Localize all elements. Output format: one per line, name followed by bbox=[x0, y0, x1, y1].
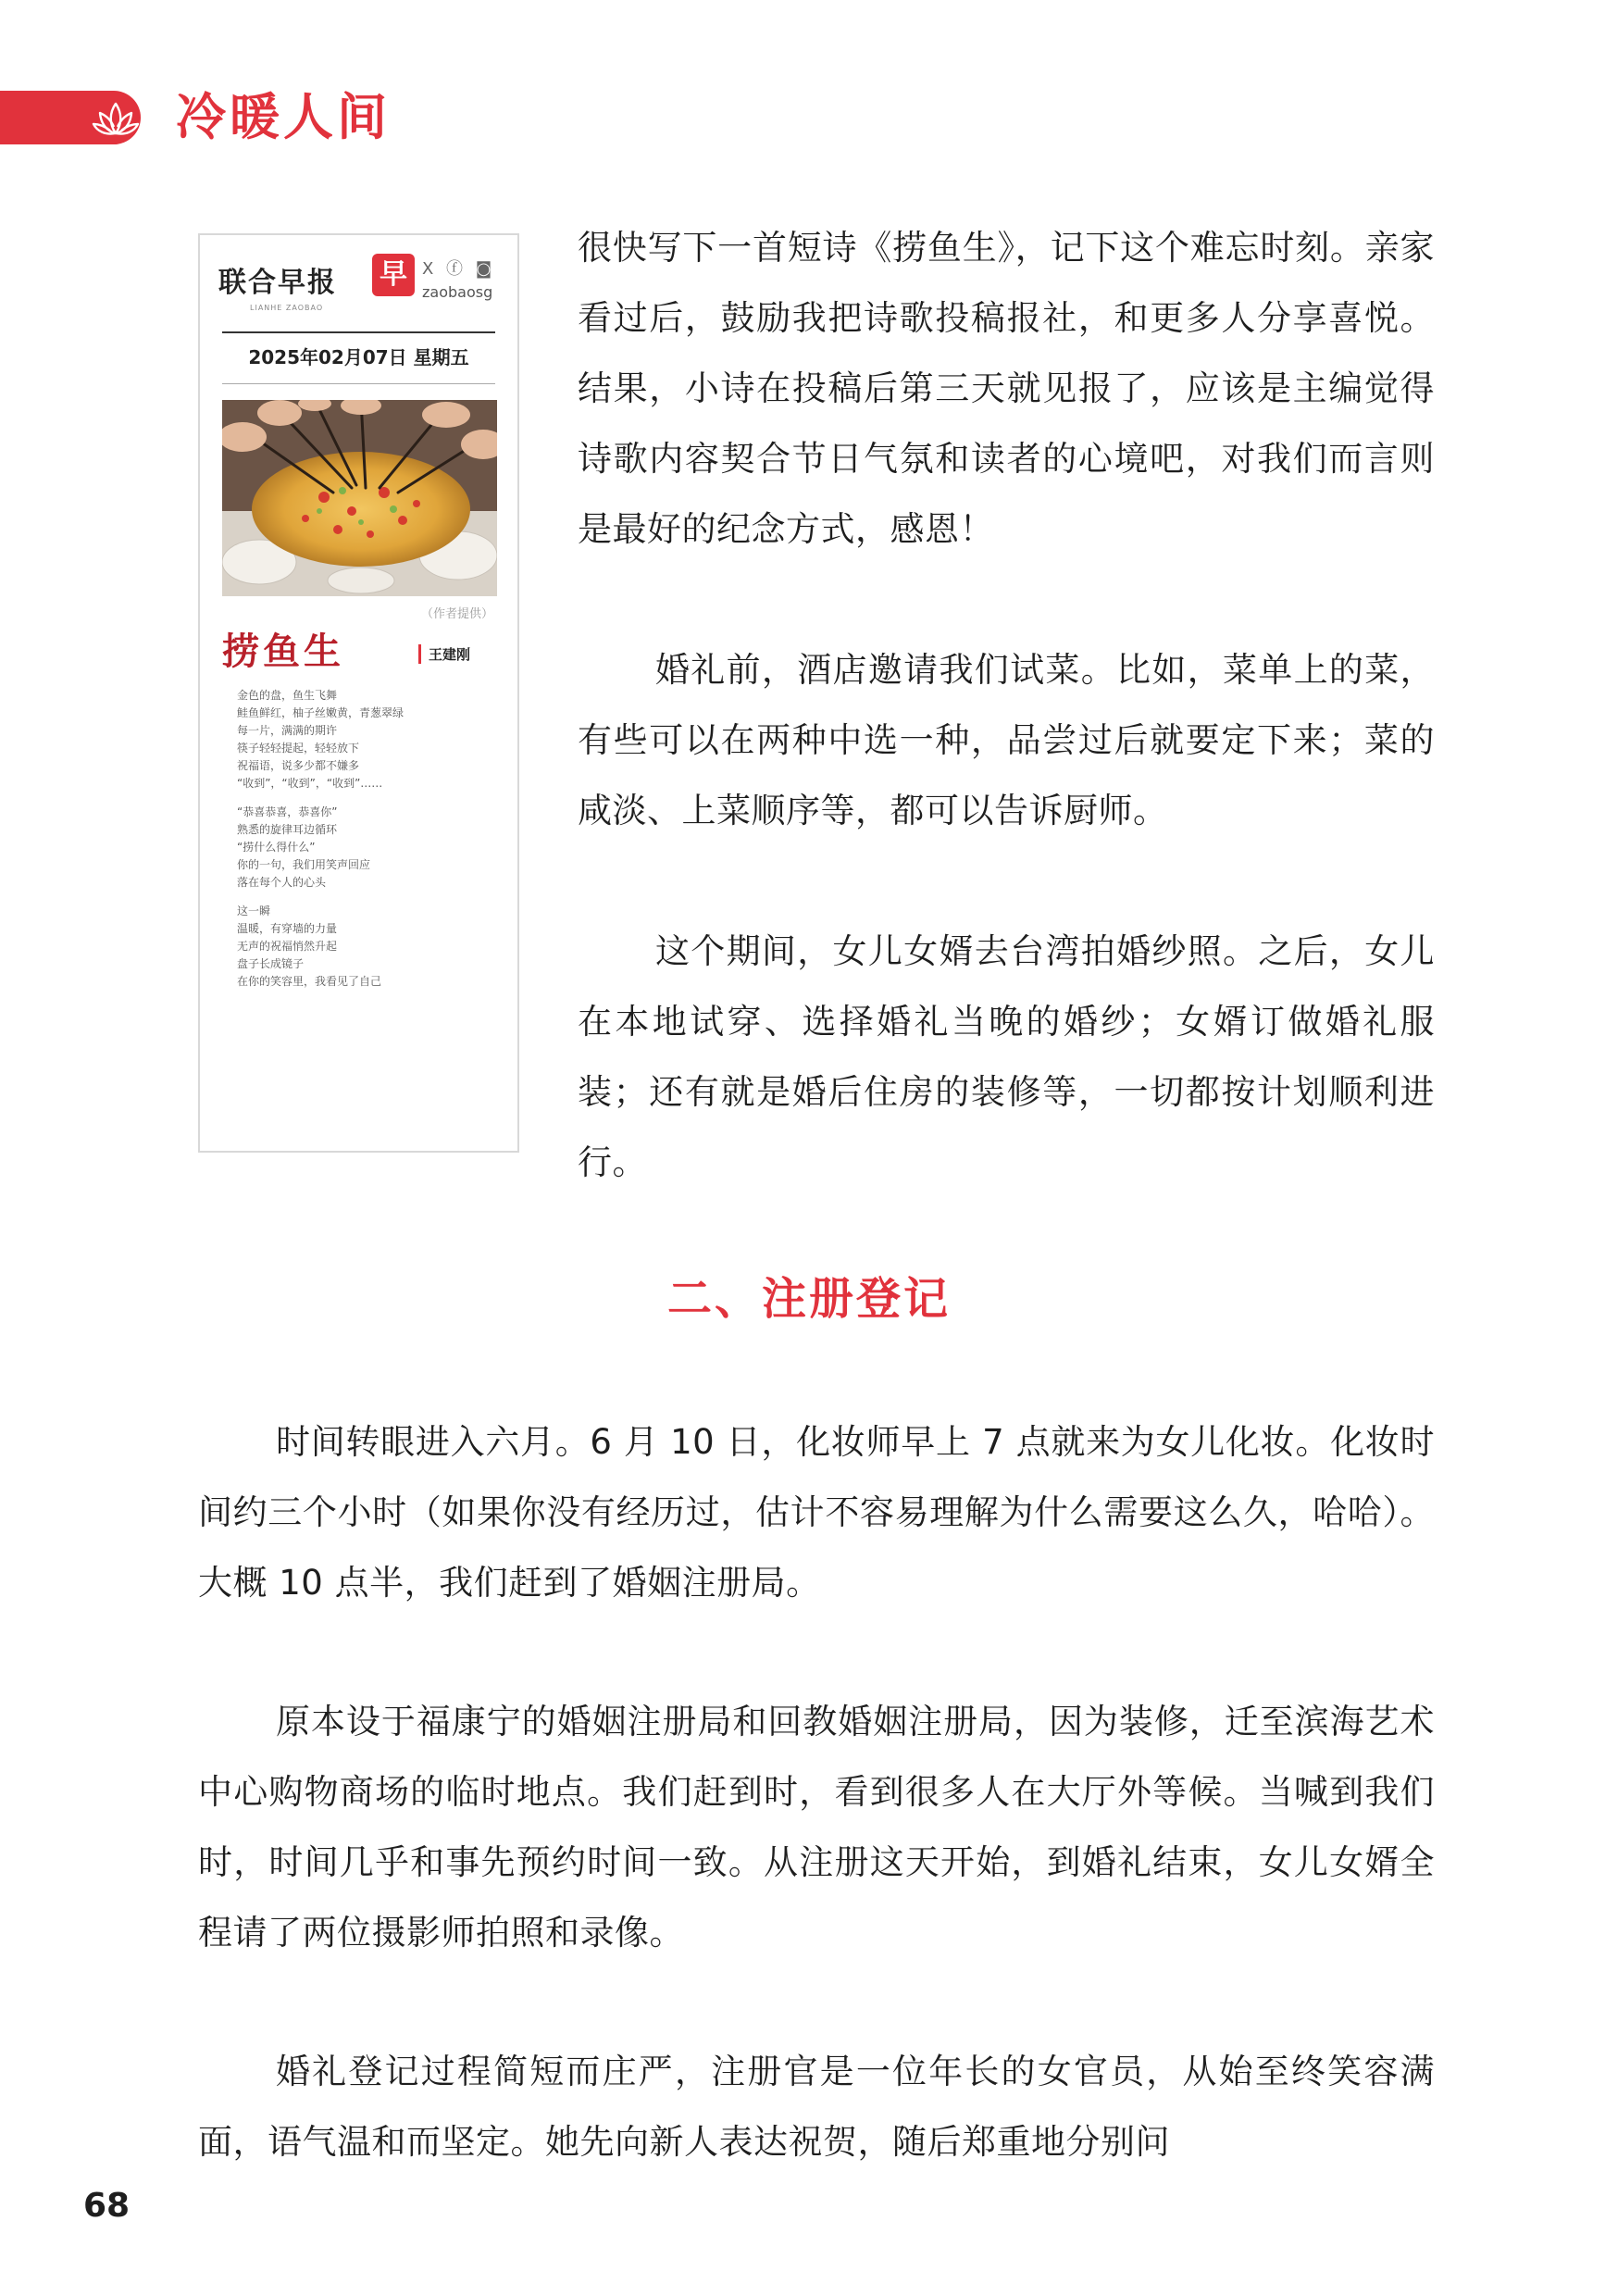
poem-line: “收到”，“收到”，“收到”…… bbox=[237, 777, 383, 790]
poem-stanza-break bbox=[237, 792, 404, 804]
body-paragraph: 时间转眼进入六月。6 月 10 日，化妆师早上 7 点就来为女儿化妆。化妆时间约三个小时（如果你没有经历过，估计不容易理解为什么需要这么久，哈哈）。大概 10 点半，我们赶到了婚姻注册局。 bbox=[198, 1422, 1435, 1603]
poem-line: 盘子长成镜子 bbox=[237, 957, 305, 970]
newspaper-date: 2025年02月07日 星期五 bbox=[248, 346, 469, 368]
poem-line: “捞什么得什么” bbox=[237, 841, 316, 854]
header-title: 冷暖人间 bbox=[176, 88, 391, 146]
newspaper-handle: zaobaosg bbox=[422, 283, 493, 301]
lotus-icon bbox=[91, 96, 141, 141]
poem-stanza-break bbox=[237, 892, 404, 903]
poem-line: 筷子轻轻提起，轻轻放下 bbox=[237, 742, 360, 755]
newspaper-subtitle: LIANHE ZAOBAO bbox=[250, 304, 324, 312]
poem-line: “恭喜恭喜，恭喜你” bbox=[237, 805, 338, 818]
poem-line: 熟悉的旋律耳边循环 bbox=[237, 823, 338, 836]
poem-author: 王建刚 bbox=[418, 644, 470, 664]
section-heading: 二、注册登记 bbox=[666, 1273, 951, 1325]
body-paragraph: 原本设于福康宁的婚姻注册局和回教婚姻注册局，因为装修，迁至滨海艺术中心购物商场的临时地点。我们赶到时，看到很多人在大厅外等候。当喊到我们时，时间几乎和事先预约时间一致。从注册这天开始，到婚礼结束，女儿女婿全程请了两位摄影师拍照和录像。 bbox=[198, 1702, 1435, 1953]
poem-line: 这一瞬 bbox=[237, 905, 271, 917]
newspaper-masthead: 联合早报 bbox=[218, 267, 337, 299]
poem-line: 无声的祝福悄然升起 bbox=[237, 940, 338, 953]
poem-line: 鲑鱼鲜红，柚子丝嫩黄，青葱翠绿 bbox=[237, 706, 404, 719]
poem-body bbox=[237, 687, 404, 991]
photo-credit: （作者提供） bbox=[420, 607, 493, 621]
poem-line: 温暖，有穿墙的力量 bbox=[237, 922, 338, 935]
poem-line: 每一片，满满的期许 bbox=[237, 724, 338, 737]
poem-line: 你的一句，我们用笑声回应 bbox=[237, 858, 371, 871]
body-paragraph: 婚礼前，酒店邀请我们试菜。比如，菜单上的菜，有些可以在两种中选一种，品尝过后就要定下来；菜的咸淡、上菜顺序等，都可以告诉厨师。 bbox=[578, 650, 1435, 830]
body-paragraph: 婚礼登记过程简短而庄严，注册官是一位年长的女官员，从始至终笑容满面，语气温和而坚定。她先向新人表达祝贺，随后郑重地分别问 bbox=[198, 2052, 1435, 2162]
body-paragraph: 很快写下一首短诗《捞鱼生》，记下这个难忘时刻。亲家看过后，鼓励我把诗歌投稿报社，和更多人分享喜悦。结果，小诗在投稿后第三天就见报了，应该是主编觉得诗歌内容契合节日气氛和读者的心境吧，对我们而言则是最好的纪念方式，感恩！ bbox=[578, 228, 1435, 549]
page-number: 68 bbox=[83, 2187, 131, 2225]
poem-line: 落在每个人的心头 bbox=[237, 876, 327, 889]
poem-line: 金色的盘，鱼生飞舞 bbox=[237, 689, 338, 702]
clipping-rule-top bbox=[222, 331, 495, 333]
clipping-rule-date bbox=[222, 383, 495, 384]
poem-line: 祝福语，说多少都不嫌多 bbox=[237, 759, 360, 772]
poem-line: 在你的笑容里，我看见了自己 bbox=[237, 975, 382, 988]
newspaper-clipping bbox=[198, 233, 519, 1153]
poem-title: 捞鱼生 bbox=[222, 630, 344, 673]
newspaper-badge: 早 bbox=[372, 254, 415, 296]
yusheng-photo bbox=[222, 400, 497, 596]
social-icons: X ⓕ ◙ bbox=[422, 259, 496, 279]
body-paragraph: 这个期间，女儿女婿去台湾拍婚纱照。之后，女儿在本地试穿、选择婚礼当晚的婚纱；女婿订做婚礼服装；还有就是婚后住房的装修等，一切都按计划顺利进行。 bbox=[578, 931, 1435, 1182]
